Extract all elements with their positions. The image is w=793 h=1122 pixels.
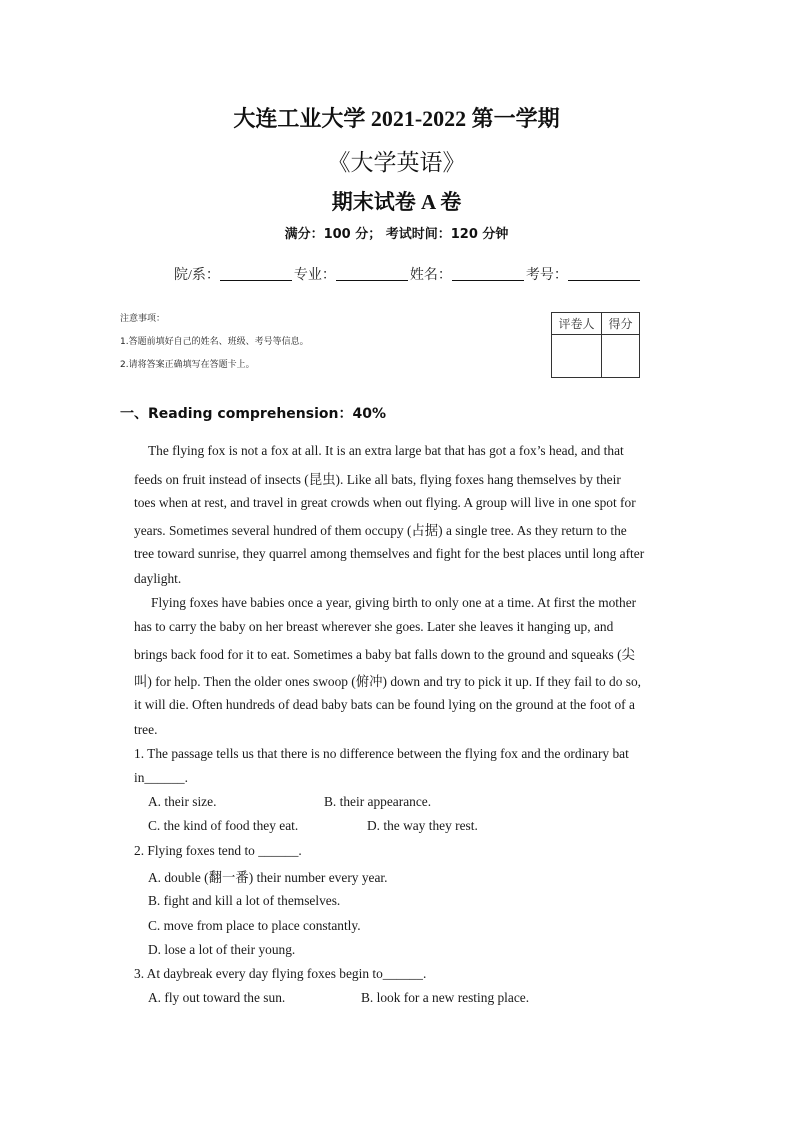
name-blank[interactable] [452,268,524,281]
id-label: 考号： [525,268,568,283]
exam-title: 大连工业大学 2021-2022 第一学期 [233,106,560,131]
note-item-2: 2.请将答案正确填写在答题卡上。 [120,360,255,370]
question-1-cont: in______. [134,770,188,785]
major-blank[interactable] [336,268,408,281]
major-label: 专业： [293,268,336,283]
q1-option-c: C. the kind of food they eat. [148,818,299,833]
question-3: 3. At daybreak every day flying foxes begin to______. [134,966,427,981]
q1-option-d: D. the way they rest. [367,818,478,833]
passage-line: Flying foxes have babies once a year, giving birth to only one at a time. At first the mother [151,595,637,610]
q2-option-d: D. lose a lot of their young. [148,942,296,957]
question-2: 2. Flying foxes tend to ______. [134,843,302,858]
q3-option-b: B. look for a new resting place. [361,990,530,1005]
passage-line: The flying fox is not a fox at all. It is an extra large bat that has got a fox’s head, and that [148,443,624,458]
course-title: 《大学英语》 [327,150,466,175]
passage-line: years. Sometimes several hundred of them occupy (占据) a single tree. As they return to the [134,523,627,538]
q2-option-c: C. move from place to place constantly. [148,918,361,933]
score-header: 得分 [602,313,640,335]
dept-label: 院/系： [174,268,220,283]
q2-option-b: B. fight and kill a lot of themselves. [148,893,341,908]
passage-line: has to carry the baby on her breast wherever she goes. Later she leaves it hanging up, and [134,619,614,634]
passage-line: tree. [134,722,158,737]
passage-line: tree toward sunrise, they quarrel among themselves and fight for the best places until long after [134,546,645,561]
exam-type: 期末试卷 A 卷 [331,190,462,214]
passage-line: 叫) for help. Then the older ones swoop (俯冲) down and try to pick it up. If they fail to do so, [134,674,642,689]
question-1: 1. The passage tells us that there is no difference between the flying fox and the ordinary bat [134,746,629,761]
q1-option-a: A. their size. [148,794,217,809]
passage-line: toes when at rest, and travel in great crowds when out flying. A group will live in one spot for [134,495,636,510]
score-table [551,312,640,378]
passage-line: feeds on fruit instead of insects (昆虫). Like all bats, flying foxes hang themselves by their [134,472,621,487]
section-title: 一、Reading comprehension：40% [120,406,386,422]
grader-header: 评卷人 [552,313,602,335]
exam-meta: 满分：100 分； 考试时间：120 分钟 [284,227,509,242]
student-info-line [174,264,642,284]
notes-heading: 注意事项： [120,314,166,324]
q3-option-a: A. fly out toward the sun. [148,990,286,1005]
grader-cell [552,335,602,378]
score-cell [602,335,640,378]
name-label: 姓名： [409,268,452,283]
dept-blank[interactable] [220,268,292,281]
q1-option-b: B. their appearance. [324,794,432,809]
passage-line: daylight. [134,571,182,586]
note-item-1: 1.答题前填好自己的姓名、班级、考号等信息。 [120,337,309,347]
id-blank[interactable] [568,268,640,281]
passage-line: it will die. Often hundreds of dead baby bats can be found lying on the ground at the foot of a [134,697,635,712]
q2-option-a: A. double (翻一番) their number every year. [148,870,388,885]
passage-line: brings back food for it to eat. Sometimes a baby bat falls down to the ground and squeaks (尖 [134,647,635,662]
